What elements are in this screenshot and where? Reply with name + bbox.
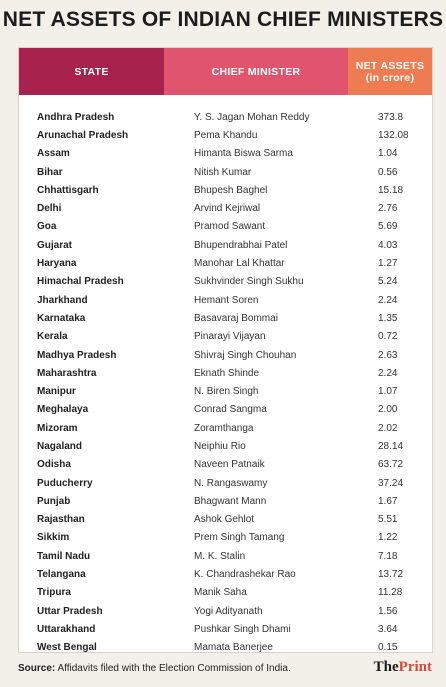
state-cell: Sikkim (37, 532, 70, 544)
table-row (19, 456, 432, 474)
page-title: NET ASSETS OF INDIAN CHIEF MINISTERS (2, 8, 444, 31)
state-cell: Uttarakhand (37, 623, 96, 635)
chief-minister-cell: Ashok Gehlot (194, 514, 255, 526)
table-row (19, 492, 432, 510)
table-row (19, 163, 432, 181)
table-row (19, 108, 432, 126)
net-assets-cell: 132.08 (378, 129, 409, 141)
state-cell: Manipur (37, 386, 76, 398)
net-assets-cell: 1.67 (378, 495, 398, 507)
chief-minister-cell: Pramod Sawant (194, 221, 266, 233)
table-row (19, 218, 432, 236)
table-row (19, 419, 432, 437)
chief-minister-cell: Manohar Lal Khattar (194, 258, 285, 270)
net-assets-cell: 1.07 (378, 386, 398, 398)
chief-minister-cell: N. Rangaswamy (194, 477, 268, 489)
table-row (19, 382, 432, 400)
table-body (19, 95, 432, 657)
net-assets-cell: 1.27 (378, 258, 398, 270)
table-row (19, 364, 432, 382)
state-cell: Chhattisgarh (37, 184, 99, 196)
table-header (19, 48, 432, 95)
table-row (19, 273, 432, 291)
state-cell: Andhra Pradesh (37, 111, 115, 123)
net-assets-cell: 373.8 (378, 111, 404, 123)
source-label: Source: (18, 663, 56, 674)
table-row (19, 291, 432, 309)
net-assets-cell: 7.18 (378, 550, 398, 562)
header-chief-minister: CHIEF MINISTER (164, 48, 348, 95)
state-cell: Delhi (37, 203, 62, 215)
state-cell: Kerala (37, 331, 68, 343)
table-row (19, 236, 432, 254)
net-assets-cell: 4.03 (378, 239, 398, 251)
chief-minister-cell: Yogi Adityanath (194, 605, 263, 617)
state-cell: Assam (37, 148, 70, 160)
table-row (19, 565, 432, 583)
net-assets-cell: 2.63 (378, 349, 398, 361)
table-row (19, 181, 432, 199)
state-cell: Karnataka (37, 312, 86, 324)
chief-minister-cell: Bhupendrabhai Patel (194, 239, 288, 251)
net-assets-cell: 5.69 (378, 221, 398, 233)
chief-minister-cell: M. K. Stalin (194, 550, 246, 562)
state-cell: Meghalaya (37, 404, 89, 416)
chief-minister-cell: Sukhvinder Singh Sukhu (194, 276, 304, 288)
net-assets-cell: 2.00 (378, 404, 398, 416)
state-cell: Tamil Nadu (37, 550, 91, 562)
state-cell: Odisha (37, 459, 71, 471)
net-assets-cell: 2.24 (378, 367, 398, 379)
net-assets-cell: 5.24 (378, 276, 398, 288)
table-row (19, 639, 432, 657)
state-cell: Arunachal Pradesh (37, 129, 129, 141)
net-assets-cell: 0.72 (378, 331, 398, 343)
chief-minister-cell: N. Biren Singh (194, 386, 259, 398)
chief-minister-cell: Arvind Kejriwal (194, 203, 261, 215)
brand-the: The (373, 659, 399, 675)
header-net-assets-unit: (in crore) (365, 71, 415, 84)
table-row (19, 401, 432, 419)
table-row (19, 199, 432, 217)
table-row (19, 547, 432, 565)
net-assets-cell: 13.72 (378, 569, 404, 581)
table-row (19, 309, 432, 327)
state-cell: West Bengal (37, 642, 97, 654)
chief-minister-cell: Naveen Patnaik (194, 459, 265, 471)
net-assets-cell: 1.35 (378, 312, 398, 324)
table-row (19, 511, 432, 529)
chief-minister-cell: Prem Singh Tamang (194, 532, 285, 544)
table-row (19, 254, 432, 272)
chief-minister-cell: Pushkar Singh Dhami (194, 623, 291, 635)
state-cell: Nagaland (37, 440, 83, 452)
header-net-assets (348, 48, 432, 95)
state-cell: Jharkhand (37, 294, 88, 306)
chief-minister-cell: Shivraj Singh Chouhan (194, 349, 297, 361)
chief-minister-cell: Manik Saha (194, 587, 247, 599)
state-cell: Mizoram (37, 422, 78, 434)
state-cell: Telangana (37, 569, 86, 581)
chief-minister-cell: Zoramthanga (194, 422, 254, 434)
net-assets-cell: 5.51 (378, 514, 398, 526)
state-cell: Gujarat (37, 239, 73, 251)
net-assets-cell: 0.15 (378, 642, 398, 654)
state-cell: Madhya Pradesh (37, 349, 117, 361)
net-assets-cell: 1.22 (378, 532, 398, 544)
chief-minister-cell: Himanta Biswa Sarma (194, 148, 293, 160)
table-row (19, 437, 432, 455)
table-row (19, 328, 432, 346)
chief-minister-cell: Eknath Shinde (194, 367, 260, 379)
table-row (19, 474, 432, 492)
assets-table (18, 47, 433, 653)
chief-minister-cell: Basavaraj Bommai (194, 312, 278, 324)
table-row (19, 126, 432, 144)
state-cell: Tripura (37, 587, 71, 599)
state-cell: Maharashtra (37, 367, 97, 379)
net-assets-cell: 0.56 (378, 166, 398, 178)
chief-minister-cell: Y. S. Jagan Mohan Reddy (194, 111, 310, 123)
net-assets-cell: 28.14 (378, 440, 404, 452)
header-net-assets-label: NET ASSETS (355, 59, 425, 72)
state-cell: Punjab (37, 495, 71, 507)
table-row (19, 529, 432, 547)
chief-minister-cell: Pema Khandu (194, 129, 258, 141)
net-assets-cell: 1.04 (378, 148, 398, 160)
net-assets-cell: 3.64 (378, 623, 398, 635)
net-assets-cell: 2.02 (378, 422, 398, 434)
chief-minister-cell: Mamata Banerjee (194, 642, 273, 654)
state-cell: Himachal Pradesh (37, 276, 124, 288)
source-text: Affidavits filed with the Election Commission of India. (55, 663, 291, 674)
header-state: STATE (19, 48, 164, 95)
net-assets-cell: 63.72 (378, 459, 404, 471)
state-cell: Uttar Pradesh (37, 605, 103, 617)
state-cell: Rajasthan (37, 514, 85, 526)
source-note (18, 663, 291, 674)
table-row (19, 584, 432, 602)
table-row (19, 602, 432, 620)
table-row (19, 145, 432, 163)
brand-logo (374, 659, 432, 676)
chief-minister-cell: Neiphiu Rio (194, 440, 246, 452)
net-assets-cell: 15.18 (378, 184, 404, 196)
state-cell: Bihar (37, 166, 63, 178)
chief-minister-cell: K. Chandrashekar Rao (194, 569, 296, 581)
table-row (19, 346, 432, 364)
chief-minister-cell: Bhupesh Baghel (194, 184, 268, 196)
chief-minister-cell: Bhagwant Mann (194, 495, 267, 507)
chief-minister-cell: Hemant Soren (194, 294, 259, 306)
chief-minister-cell: Nitish Kumar (194, 166, 252, 178)
state-cell: Puducherry (37, 477, 93, 489)
brand-print: Print (398, 659, 432, 675)
chief-minister-cell: Pinarayi Vijayan (194, 331, 266, 343)
net-assets-cell: 1.56 (378, 605, 398, 617)
state-cell: Haryana (37, 258, 77, 270)
net-assets-cell: 2.24 (378, 294, 398, 306)
net-assets-cell: 2.76 (378, 203, 398, 215)
state-cell: Goa (37, 221, 57, 233)
chief-minister-cell: Conrad Sangma (194, 404, 267, 416)
table-row (19, 620, 432, 638)
net-assets-cell: 37.24 (378, 477, 404, 489)
net-assets-cell: 11.28 (378, 587, 403, 599)
